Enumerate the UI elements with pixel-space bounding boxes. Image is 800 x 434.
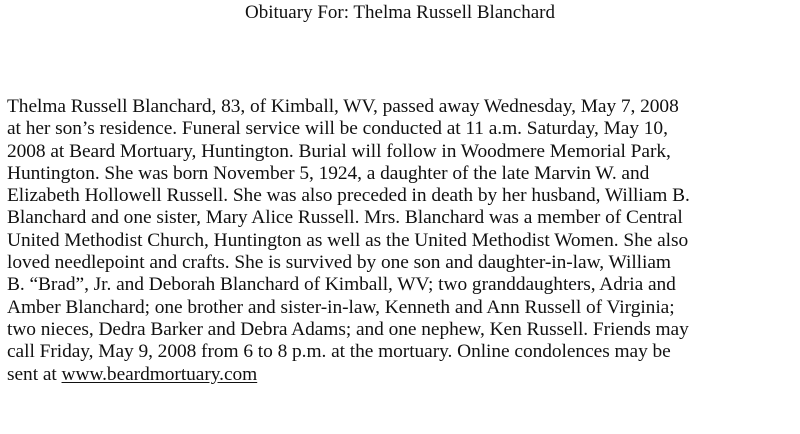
body-line: Thelma Russell Blanchard, 83, of Kimball, WV, passed away Wednesday, May 7, 2008 [7,96,679,117]
body-line-last [7,364,797,386]
body-line: 2008 at Beard Mortuary, Huntington. Burial will follow in Woodmere Memorial Park, [7,140,671,162]
body-line: United Methodist Church, Huntington as well as the United Methodist Women. She also [7,229,689,251]
body-line: Blanchard and one sister, Mary Alice Russell. Mrs. Blanchard was a member of Central [7,207,683,229]
body-line: Amber Blanchard; one brother and sister-in-law, Kenneth and Ann Russell of Virginia; [7,296,675,318]
obituary-body [7,96,797,386]
body-line: loved needlepoint and crafts. She is survived by one son and daughter-in-law, William [7,252,671,274]
obituary-title: Obituary For: Thelma Russell Blanchard [245,2,555,23]
body-line: Huntington. She was born November 5, 1924, a daughter of the late Marvin W. and [7,162,650,184]
last-line-prefix: sent at [7,363,62,385]
website-link[interactable]: www.beardmortuary.com [61,363,258,385]
body-line: call Friday, May 9, 2008 from 6 to 8 p.m. at the mortuary. Online condolences may be [7,341,671,363]
body-line: Elizabeth Hollowell Russell. She was also preceded in death by her husband, William B. [7,185,690,207]
body-line: two nieces, Dedra Barker and Debra Adams; and one nephew, Ken Russell. Friends may [7,318,689,340]
body-line: at her son’s residence. Funeral service will be conducted at 11 a.m. Saturday, May 10, [7,118,668,140]
body-line: B. “Brad”, Jr. and Deborah Blanchard of Kimball, WV; two granddaughters, Adria and [7,274,676,296]
